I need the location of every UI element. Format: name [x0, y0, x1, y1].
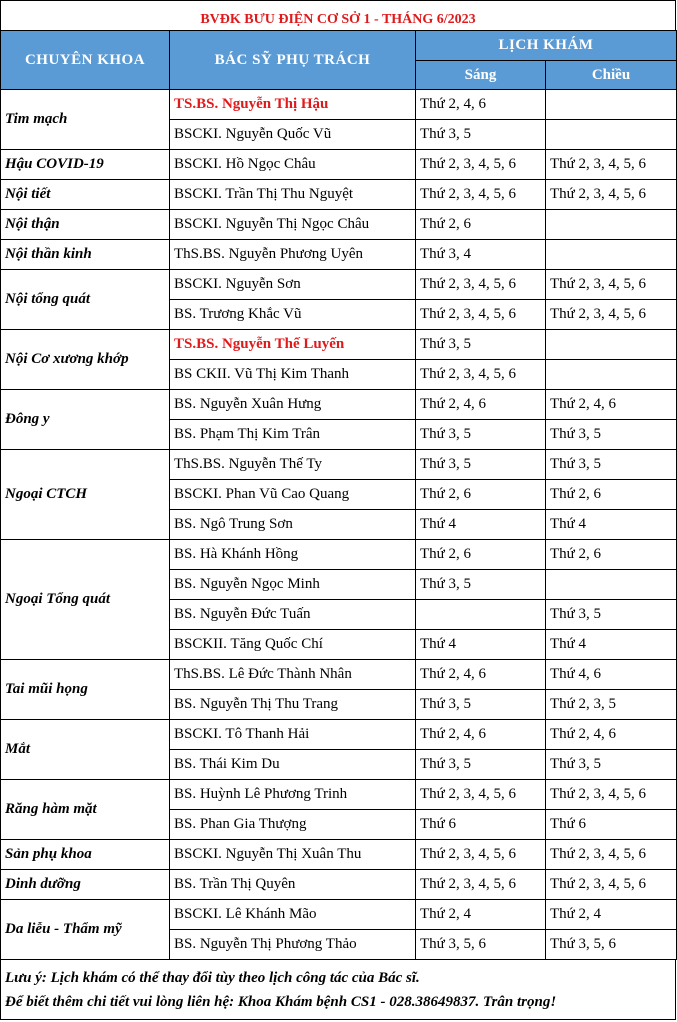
morning-cell: Thứ 2, 4, 6 [416, 90, 546, 120]
note-line-1: Lưu ý: Lịch khám có thể thay đổi tùy theo lịch công tác của Bác sĩ. [5, 970, 420, 986]
table-row [1, 870, 677, 900]
morning-cell: Thứ 2, 3, 4, 5, 6 [416, 840, 546, 870]
specialty-cell: Nội Cơ xương khớp [1, 330, 170, 390]
morning-cell: Thứ 2, 4 [416, 900, 546, 930]
afternoon-cell: Thứ 4 [546, 510, 677, 540]
note-line-2: Để biết thêm chi tiết vui lòng liên hệ: Khoa Khám bệnh CS1 - 028.38649837. Trân trọng! [5, 994, 557, 1010]
afternoon-cell [546, 360, 677, 390]
doctor-cell: BSCKI. Tô Thanh Hải [170, 720, 416, 750]
morning-cell: Thứ 2, 3, 4, 5, 6 [416, 180, 546, 210]
morning-cell: Thứ 2, 4, 6 [416, 390, 546, 420]
table-row [1, 90, 677, 120]
doctor-cell: BSCKI. Nguyễn Thị Xuân Thu [170, 840, 416, 870]
header-afternoon: Chiều [546, 61, 677, 90]
doctor-cell: BS. Trần Thị Quyên [170, 870, 416, 900]
morning-cell: Thứ 3, 5 [416, 120, 546, 150]
header-schedule: LỊCH KHÁM [416, 31, 677, 61]
morning-cell: Thứ 3, 5 [416, 690, 546, 720]
doctor-cell: BSCKI. Nguyễn Sơn [170, 270, 416, 300]
specialty-cell: Sản phụ khoa [1, 840, 170, 870]
afternoon-cell: Thứ 2, 3, 4, 5, 6 [546, 270, 677, 300]
morning-cell: Thứ 3, 5 [416, 450, 546, 480]
table-row [1, 660, 677, 690]
afternoon-cell: Thứ 2, 4, 6 [546, 720, 677, 750]
morning-cell: Thứ 3, 5 [416, 750, 546, 780]
specialty-cell: Mắt [1, 720, 170, 780]
doctor-cell: BSCKII. Tăng Quốc Chí [170, 630, 416, 660]
morning-cell: Thứ 6 [416, 810, 546, 840]
table-row [1, 450, 677, 480]
table-row [1, 900, 677, 930]
morning-cell: Thứ 2, 4, 6 [416, 660, 546, 690]
morning-cell: Thứ 2, 4, 6 [416, 720, 546, 750]
specialty-cell: Tai mũi họng [1, 660, 170, 720]
afternoon-cell [546, 330, 677, 360]
doctor-cell: BSCKI. Hồ Ngọc Châu [170, 150, 416, 180]
morning-cell: Thứ 4 [416, 630, 546, 660]
specialty-cell: Tim mạch [1, 90, 170, 150]
doctor-cell: TS.BS. Nguyễn Thị Hậu [170, 90, 416, 120]
afternoon-cell [546, 210, 677, 240]
sheet-title: BVĐK BƯU ĐIỆN CƠ SỞ 1 - THÁNG 6/2023 [0, 0, 676, 30]
table-row [1, 540, 677, 570]
table-row [1, 330, 677, 360]
doctor-cell: BS. Phan Gia Thượng [170, 810, 416, 840]
morning-cell: Thứ 2, 3, 4, 5, 6 [416, 300, 546, 330]
table-row [1, 720, 677, 750]
afternoon-cell [546, 240, 677, 270]
doctor-cell: TS.BS. Nguyễn Thế Luyến [170, 330, 416, 360]
table-row [1, 150, 677, 180]
afternoon-cell: Thứ 2, 4 [546, 900, 677, 930]
afternoon-cell: Thứ 3, 5 [546, 750, 677, 780]
specialty-cell: Dinh dưỡng [1, 870, 170, 900]
schedule-table [0, 30, 677, 960]
doctor-cell: BSCKI. Nguyễn Quốc Vũ [170, 120, 416, 150]
afternoon-cell: Thứ 4, 6 [546, 660, 677, 690]
header-morning: Sáng [416, 61, 546, 90]
afternoon-cell: Thứ 4 [546, 630, 677, 660]
doctor-cell: BSCKI. Trần Thị Thu Nguyệt [170, 180, 416, 210]
schedule-body [1, 90, 677, 960]
morning-cell: Thứ 2, 6 [416, 210, 546, 240]
specialty-cell: Đông y [1, 390, 170, 450]
doctor-cell: ThS.BS. Lê Đức Thành Nhân [170, 660, 416, 690]
header-specialty: CHUYÊN KHOA [1, 31, 170, 90]
doctor-cell: ThS.BS. Nguyễn Phương Uyên [170, 240, 416, 270]
footer-note [0, 960, 676, 1020]
morning-cell: Thứ 3, 5 [416, 420, 546, 450]
specialty-cell: Nội tổng quát [1, 270, 170, 330]
afternoon-cell: Thứ 3, 5 [546, 420, 677, 450]
afternoon-cell: Thứ 3, 5 [546, 600, 677, 630]
specialty-cell: Nội tiết [1, 180, 170, 210]
specialty-cell: Răng hàm mặt [1, 780, 170, 840]
table-row [1, 270, 677, 300]
morning-cell: Thứ 3, 5, 6 [416, 930, 546, 960]
header-doctor: BÁC SỸ PHỤ TRÁCH [170, 31, 416, 90]
afternoon-cell: Thứ 3, 5 [546, 450, 677, 480]
doctor-cell: BS CKII. Vũ Thị Kim Thanh [170, 360, 416, 390]
afternoon-cell: Thứ 2, 3, 4, 5, 6 [546, 870, 677, 900]
morning-cell: Thứ 2, 6 [416, 480, 546, 510]
afternoon-cell: Thứ 2, 3, 4, 5, 6 [546, 180, 677, 210]
doctor-cell: BS. Nguyễn Xuân Hưng [170, 390, 416, 420]
doctor-cell: BS. Thái Kim Du [170, 750, 416, 780]
doctor-cell: BS. Phạm Thị Kim Trân [170, 420, 416, 450]
morning-cell: Thứ 3, 5 [416, 330, 546, 360]
doctor-cell: BS. Nguyễn Ngọc Minh [170, 570, 416, 600]
doctor-cell: BS. Hà Khánh Hồng [170, 540, 416, 570]
specialty-cell: Ngoại CTCH [1, 450, 170, 540]
table-row [1, 780, 677, 810]
afternoon-cell: Thứ 2, 6 [546, 540, 677, 570]
morning-cell: Thứ 2, 3, 4, 5, 6 [416, 870, 546, 900]
doctor-cell: ThS.BS. Nguyễn Thế Ty [170, 450, 416, 480]
afternoon-cell: Thứ 2, 3, 4, 5, 6 [546, 300, 677, 330]
morning-cell: Thứ 2, 3, 4, 5, 6 [416, 150, 546, 180]
afternoon-cell [546, 570, 677, 600]
doctor-cell: BSCKI. Nguyễn Thị Ngọc Châu [170, 210, 416, 240]
afternoon-cell: Thứ 6 [546, 810, 677, 840]
afternoon-cell [546, 120, 677, 150]
table-row [1, 180, 677, 210]
doctor-cell: BSCKI. Lê Khánh Mão [170, 900, 416, 930]
afternoon-cell: Thứ 2, 3, 4, 5, 6 [546, 840, 677, 870]
table-row [1, 240, 677, 270]
doctor-cell: BS. Trương Khắc Vũ [170, 300, 416, 330]
afternoon-cell: Thứ 3, 5, 6 [546, 930, 677, 960]
doctor-cell: BS. Nguyễn Đức Tuấn [170, 600, 416, 630]
morning-cell: Thứ 3, 4 [416, 240, 546, 270]
afternoon-cell: Thứ 2, 3, 4, 5, 6 [546, 150, 677, 180]
doctor-cell: BS. Ngô Trung Sơn [170, 510, 416, 540]
specialty-cell: Hậu COVID-19 [1, 150, 170, 180]
doctor-cell: BS. Nguyễn Thị Phương Thảo [170, 930, 416, 960]
morning-cell: Thứ 3, 5 [416, 570, 546, 600]
doctor-cell: BS. Huỳnh Lê Phương Trinh [170, 780, 416, 810]
morning-cell: Thứ 2, 3, 4, 5, 6 [416, 360, 546, 390]
table-row [1, 840, 677, 870]
doctor-cell: BS. Nguyễn Thị Thu Trang [170, 690, 416, 720]
table-row [1, 390, 677, 420]
specialty-cell: Ngoại Tổng quát [1, 540, 170, 660]
specialty-cell: Da liễu - Thẩm mỹ [1, 900, 170, 960]
morning-cell: Thứ 2, 6 [416, 540, 546, 570]
afternoon-cell: Thứ 2, 3, 4, 5, 6 [546, 780, 677, 810]
specialty-cell: Nội thận [1, 210, 170, 240]
morning-cell [416, 600, 546, 630]
afternoon-cell: Thứ 2, 3, 5 [546, 690, 677, 720]
afternoon-cell: Thứ 2, 6 [546, 480, 677, 510]
afternoon-cell [546, 90, 677, 120]
doctor-cell: BSCKI. Phan Vũ Cao Quang [170, 480, 416, 510]
afternoon-cell: Thứ 2, 4, 6 [546, 390, 677, 420]
morning-cell: Thứ 2, 3, 4, 5, 6 [416, 270, 546, 300]
table-row [1, 210, 677, 240]
morning-cell: Thứ 4 [416, 510, 546, 540]
specialty-cell: Nội thần kinh [1, 240, 170, 270]
morning-cell: Thứ 2, 3, 4, 5, 6 [416, 780, 546, 810]
